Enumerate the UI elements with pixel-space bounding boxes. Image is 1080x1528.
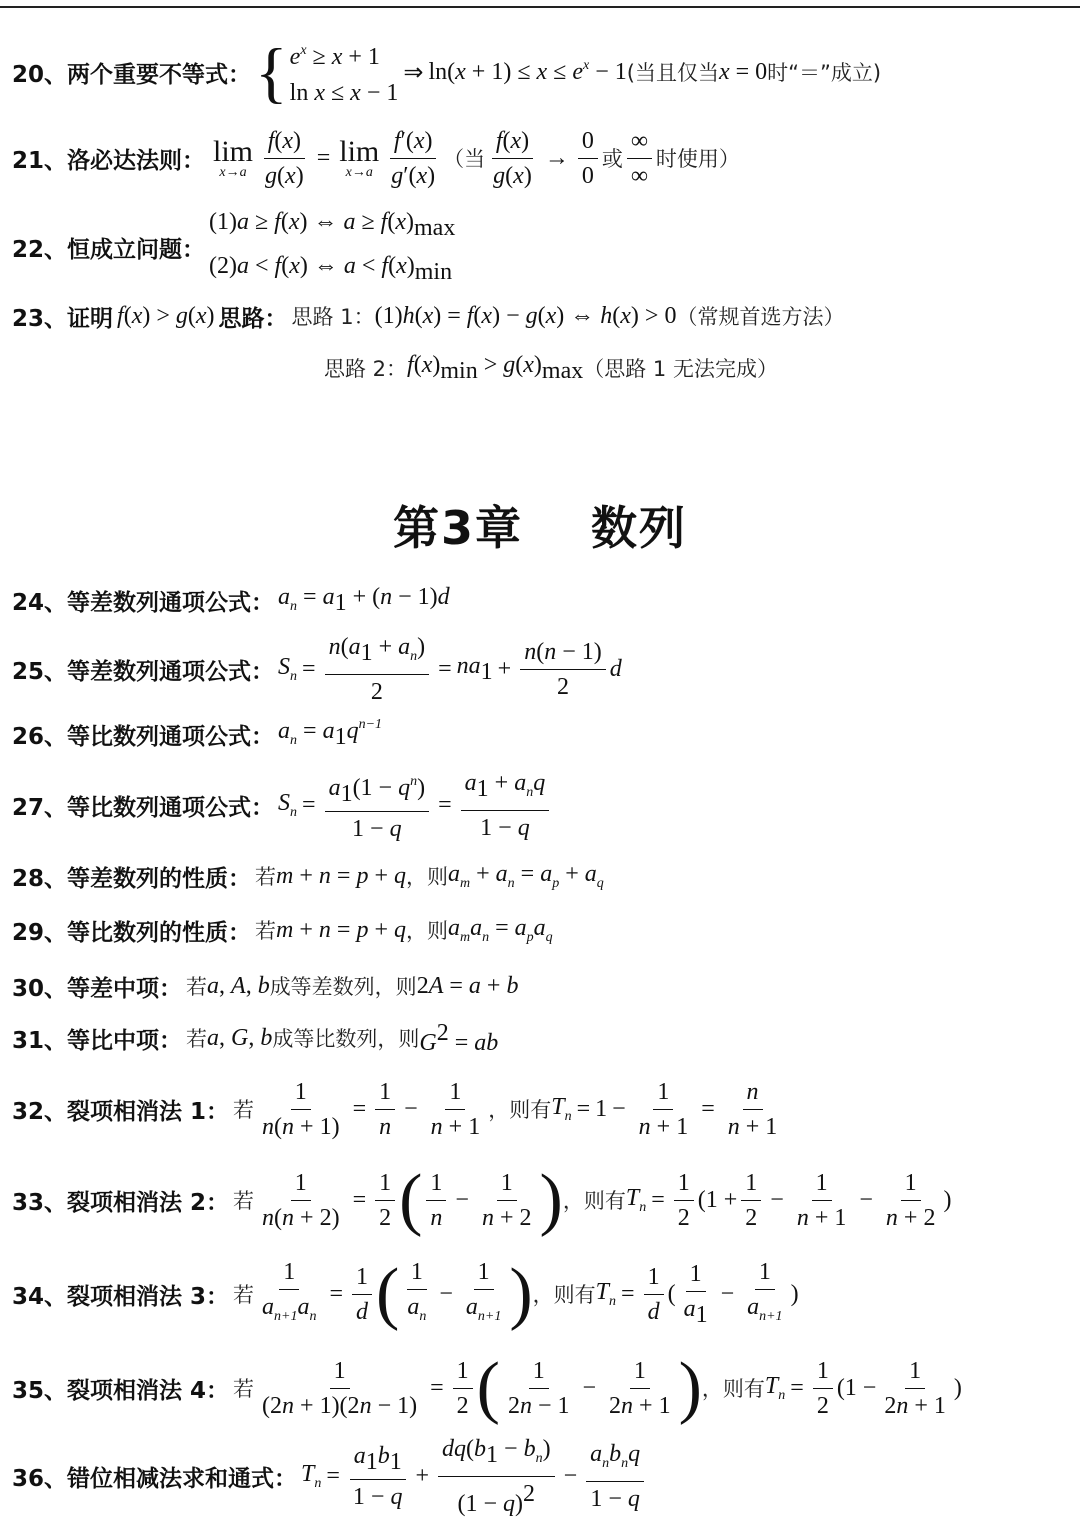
item-24: 24、等差数列通项公式： $a_n = a_1 + (n - 1)d$	[12, 583, 450, 616]
item-34: 34、裂项相消法 3： 若 $\frac{1}{a_{n+1}a_n}$ = $\frac{1}{d}$ ( $\frac{1}{a_n}$ − $\frac{1}{a_{n+1}}$ ) ，则有 $T_n$ = $\frac{1}{d}$ ( $\frac{1}{a_1}$ − $\frac{1}{a_{n+1}}$ )	[12, 1255, 799, 1332]
item-28: 28、等差数列的性质： 若 m + n = p + q ，则 $a_m + a_n = a_p + a_q$	[12, 860, 604, 892]
item-31: 31、等比中项： 若 a, G, b 成等比数列，则 $G^2$ = ab	[12, 1019, 499, 1056]
item-32: 32、裂项相消法 1： 若 $\frac{1}{n(n + 1)}$ = $\frac{1}{n}$ − $\frac{1}{n + 1}$ ，则有 $T_n$ = 1 − $\frac{1}{n + 1}$ = $\frac{n}{n + 1}$	[12, 1078, 778, 1140]
item-33: 33、裂项相消法 2： 若 $\frac{1}{n(n + 2)}$ = $\frac{1}{2}$ ( $\frac{1}{n}$ − $\frac{1}{n + 2}$ ) ，则有 $T_n$ = $\frac{1}{2}$ (1 + $\frac{1}{2}$ − $\frac{1}{n + 1}$ − $\frac{1}{n + 2}$ )	[12, 1161, 952, 1238]
item-25: 25、等差数列通项公式： $S_n$ = $\frac{n(a_1 + a_n)}{2}$ = $na_1$ + $\frac{n(n - 1)}{2}$ d	[12, 633, 622, 705]
item-23: 23、证明 f(x) > g(x) 思路： 思路 1： (1)h(x) = f(x) − g(x) ⇔ h(x) > 0 （常规首选方法）	[12, 302, 845, 332]
item-label: 20、两个重要不等式：	[12, 61, 252, 88]
item-20: 20、两个重要不等式： { $e^x \ge x + 1$ ln x ≤ x − 1 ⇒ $\ln(x + 1) \le x \le e^x - 1$ (当且仅当 x = 0 时“＝”成立)	[12, 34, 882, 110]
item-21: 21、洛必达法则： lim x→a $\frac{f(x)}{g(x)}$ = lim x→a $\frac{f'(x)}{g'(x)}$ （当 $\frac{f(x)}{g(x)}$ → $\frac{0}{0}$ 或 $\frac{\infty}{\infty}$ 时使用）	[12, 127, 740, 189]
item-35: 35、裂项相消法 4： 若 $\frac{1}{(2n + 1)(2n - 1)}$ = $\frac{1}{2}$ ( $\frac{1}{2n - 1}$ − $\frac{1}{2n + 1}$ ) ，则有 $T_n$ = $\frac{1}{2}$ (1 − $\frac{1}{2n + 1}$ )	[12, 1349, 962, 1426]
item-30: 30、等差中项： 若 a, A, b 成等差数列，则 2A = a + b	[12, 972, 519, 1002]
item-27: 27、等比数列通项公式： $S_n$ = $\frac{a_1(1 - q^n)}{1 - q}$ = $\frac{a_1 + a_nq}{1 - q}$	[12, 772, 553, 838]
item-23-idea2: 思路 2： $f(x)_{min} > g(x)_{max}$ （思路 1 无法完成）	[324, 351, 778, 384]
item-26: 26、等比数列通项公式： $a_n = a_1q^{n-1}$	[12, 717, 383, 750]
item-29: 29、等比数列的性质： 若 m + n = p + q ，则 $a_ma_n = a_pa_q$	[12, 914, 553, 946]
item-36: 36、错位相减法求和通式： $T_n$ = $\frac{a_1b_1}{1 - q}$ + $\frac{dq(b_1 - b_n)}{(1 - q)^2}$ − $\frac{a_nb_nq}{1 - q}$	[12, 1440, 648, 1512]
top-rule	[0, 6, 1080, 8]
item-22: 22、恒成立问题： (1)a ≥ f(x) ⇔ $a \ge f(x)_{max}$ (2)a < f(x) ⇔ $a < f(x)_{min}$	[12, 209, 456, 285]
chapter-heading: 第3章 数列	[392, 501, 687, 555]
